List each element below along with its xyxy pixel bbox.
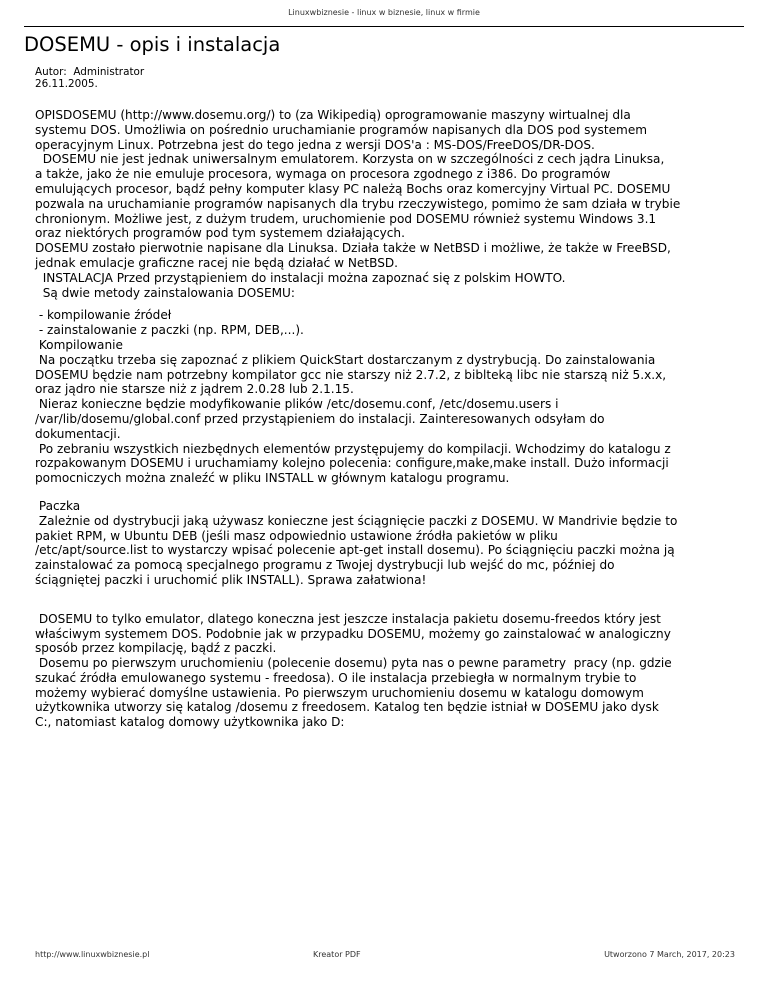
text-line: Zależnie od dystrybucji jaką używasz konieczne jest ściągnięcie paczki z DOSEMU. W Mandrivie będzie to <box>35 513 678 528</box>
text-line: C:, natomiast katalog domowy użytkownika jako D: <box>35 715 345 730</box>
text-line: Kompilowanie <box>35 337 123 352</box>
text-line: operacyjnym Linux. Potrzebna jest do tego jedna z wersji DOS'a : MS-DOS/FreeDOS/DR-DOS. <box>35 137 595 152</box>
text-line: Są dwie metody zainstalowania DOSEMU: <box>35 285 295 300</box>
section-installation <box>35 308 735 486</box>
text-line: Dosemu po pierwszym uruchomieniu (polecenie dosemu) pyta nas o pewne parametry pracy (np. gdzie <box>35 656 672 671</box>
text-line: pozwala na uruchamianie programów napisanych dla trybu rzeczywistego, pomimo że sam działa w trybie <box>35 196 681 211</box>
text-line: DOSEMU to tylko emulator, dlatego koneczna jest jeszcze instalacja pakietu dosemu-freedos który jest <box>35 611 661 626</box>
text-line: /var/lib/dosemu/global.conf przed przystąpieniem do instalacji. Zainteresowanych odsyłam do <box>35 411 605 426</box>
author-line: Autor: Administrator <box>35 66 145 78</box>
footer-generator: Kreator PDF <box>313 950 361 959</box>
page-footer <box>35 950 735 962</box>
text-line: /etc/apt/source.list to wystarczy wpisać polecenie apt-get install dosemu). Po ściągnięciu paczki można ją <box>35 543 675 558</box>
text-line: emulujących procesor, bądź pełny komputer klasy PC należą Bochs oraz komercyjny Virtual PC. DOSEMU <box>35 181 671 196</box>
text-line: dokumentacji. <box>35 426 121 441</box>
section-freedos <box>35 612 735 730</box>
text-line: Nieraz konieczne będzie modyfikowanie plików /etc/dosemu.conf, /etc/dosemu.users i <box>35 397 559 412</box>
text-line: szukać źródła emulowanego systemu - freedosa). O ile instalacja przebiegła w normalnym trybie to <box>35 670 637 685</box>
page-title: DOSEMU - opis i instalacja <box>24 33 281 56</box>
text-line: możemy wybierać domyślne ustawienia. Po pierwszym uruchomieniu dosemu w katalogu domowym <box>35 685 644 700</box>
footer-url: http://www.linuxwbiznesie.pl <box>35 950 150 959</box>
section-description <box>35 108 735 300</box>
text-line: rozpakowanym DOSEMU i uruchamiamy kolejno polecenia: configure,make,make install. Dużo informacji <box>35 456 669 471</box>
text-line: zainstalować za pomocą specjalnego programu z Twojej dystrybucji lub wejść do mc, później do <box>35 558 615 573</box>
title-block <box>24 26 744 57</box>
text-line: jednak emulacje graficzne racej nie będą działać w NetBSD. <box>35 255 399 270</box>
page-header: Linuxwbiznesie - linux w biznesie, linux w firmie <box>288 8 480 17</box>
text-line: DOSEMU zostało pierwotnie napisane dla Linuksa. Działa także w NetBSD i możliwe, że także w FreeBSD, <box>35 241 671 256</box>
text-line: Paczka <box>35 498 81 513</box>
article-meta <box>35 66 144 90</box>
text-line: oraz niektórych programów pod tym systemem działających. <box>35 226 405 241</box>
text-line: INSTALACJA Przed przystąpieniem do instalacji można zapoznać się z polskim HOWTO. <box>35 270 566 285</box>
text-line: - kompilowanie źródeł <box>35 308 172 323</box>
publish-date: 26.11.2005. <box>35 78 98 90</box>
text-line: Po zebraniu wszystkich niezbędnych elementów przystępujemy do kompilacji. Wchodzimy do katalogu z <box>35 441 671 456</box>
text-line: DOSEMU nie jest jednak uniwersalnym emulatorem. Korzysta on w szczególności z cech jądra Linuksa, <box>35 152 665 167</box>
text-line: użytkownika utworzy się katalog /dosemu z freedosem. Katalog ten będzie istniał w DOSEMU jako dysk <box>35 700 659 715</box>
text-line: pomocniczych można znaleźć w pliku INSTALL w głównym katalogu programu. <box>35 471 510 486</box>
text-line: chronionym. Możliwe jest, z dużym trudem, uruchomienie pod DOSEMU również systemu Windows 3.1 <box>35 211 657 226</box>
text-line: sposób przez kompilację, bądź z paczki. <box>35 641 277 656</box>
footer-created: Utworzono 7 March, 2017, 20:23 <box>604 950 735 959</box>
text-line: systemu DOS. Umożliwia on pośrednio uruchamianie programów napisanych dla DOS pod systemem <box>35 122 648 137</box>
text-line: ściągniętej paczki i uruchomić plik INSTALL). Sprawa załatwiona! <box>35 572 427 587</box>
text-line: pakiet RPM, w Ubuntu DEB (jeśli masz odpowiednio ustawione źródła pakietów w pliku <box>35 528 558 543</box>
text-line: - zainstalowanie z paczki (np. RPM, DEB,...). <box>35 323 304 338</box>
text-line: DOSEMU będzie nam potrzebny kompilator gcc nie starszy niż 2.7.2, z biblteką libc nie starszą niż 5.x.x, <box>35 367 667 382</box>
text-line: a także, jako że nie emuluje procesora, wymaga on procesora zgodnego z i386. Do programów <box>35 167 611 182</box>
text-line: właściwym systemem DOS. Podobnie jak w przypadku DOSEMU, możemy go zainstalować w analogiczny <box>35 626 671 641</box>
text-line: Na początku trzeba się zapoznać z plikiem QuickStart dostarczanym z dystrybucją. Do zainstalowania <box>35 352 656 367</box>
article-body <box>35 108 735 730</box>
text-line: oraz jądro nie starsze niż z jądrem 2.0.28 lub 2.1.15. <box>35 382 354 397</box>
section-package <box>35 499 735 588</box>
text-line: OPISDOSEMU (http://www.dosemu.org/) to (za Wikipedią) oprogramowanie maszyny wirtualnej dla <box>35 108 631 122</box>
